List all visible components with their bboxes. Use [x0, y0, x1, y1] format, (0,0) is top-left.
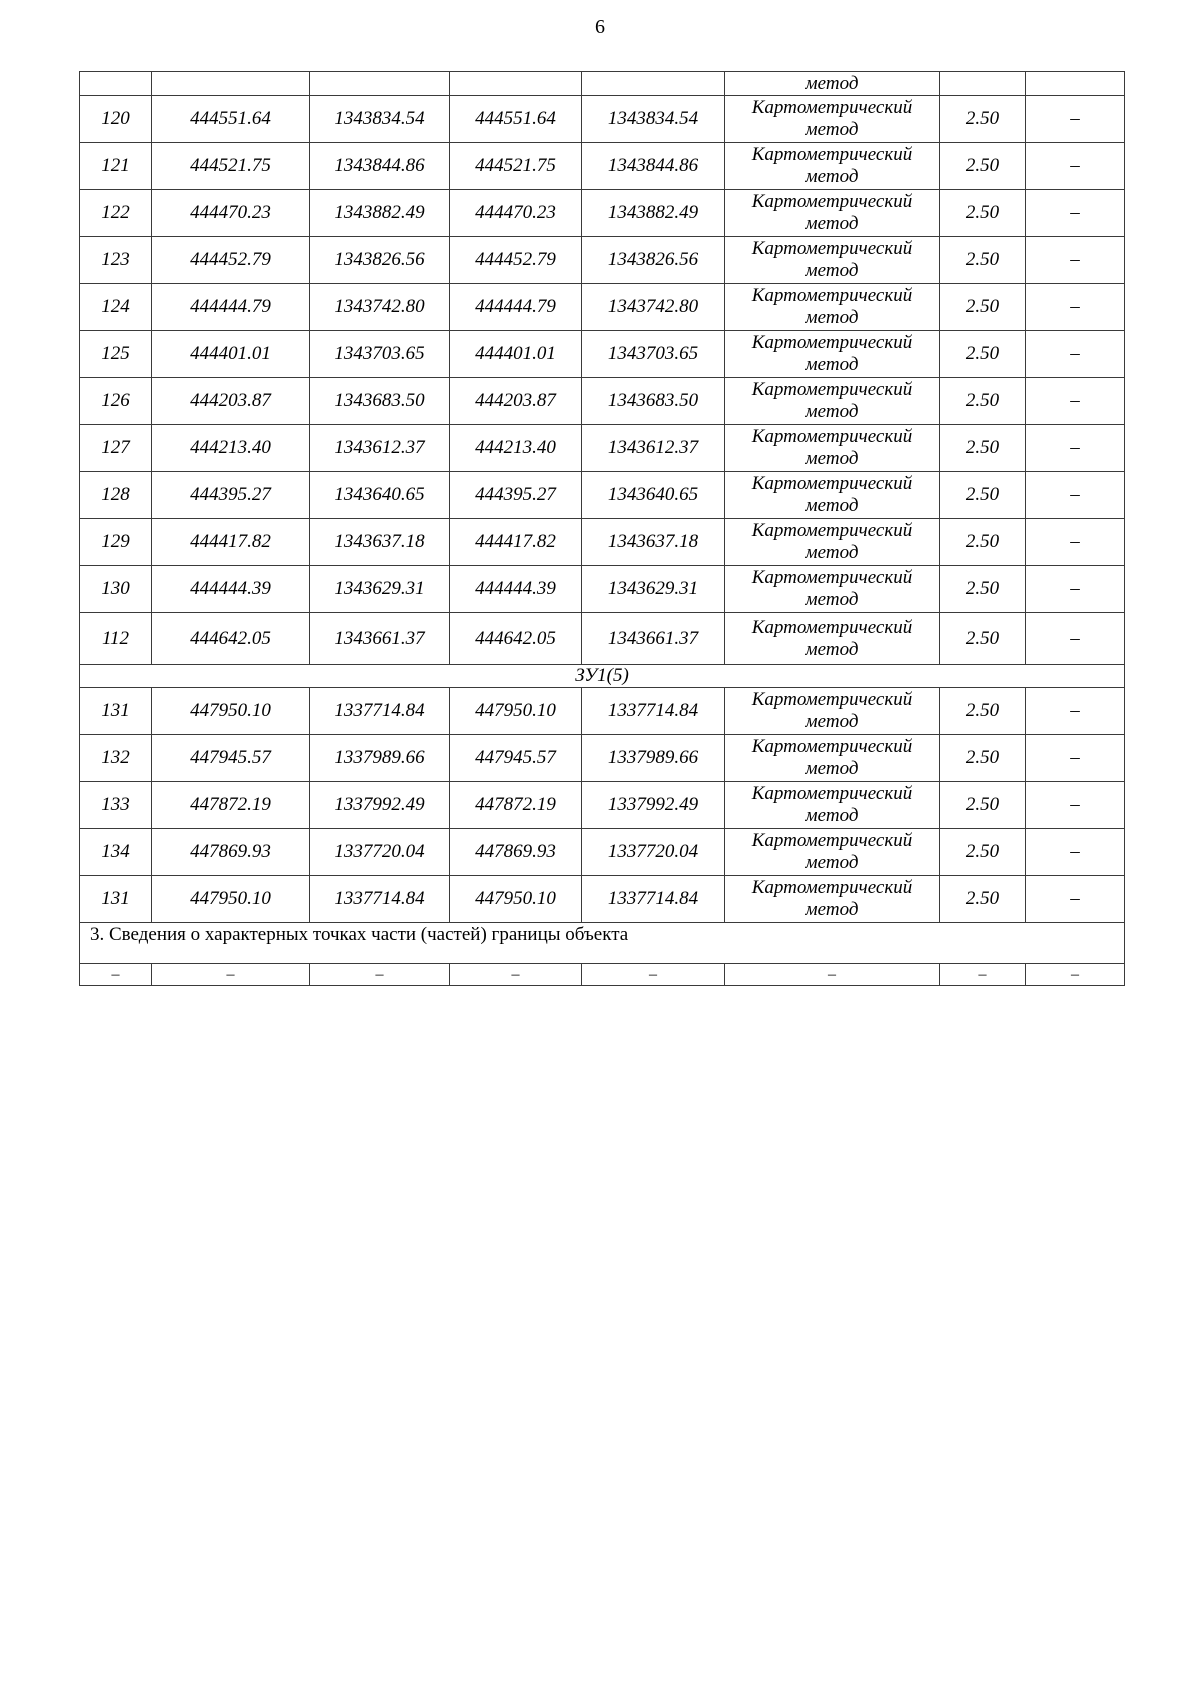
empty-parts-row [80, 964, 1125, 986]
x-existing-cell: 447945.57 [152, 735, 310, 782]
table-row [80, 143, 1125, 190]
method-cell [725, 425, 940, 472]
dash-cell: – [940, 964, 1026, 986]
method-cell [725, 190, 940, 237]
x-existing-cell: 444417.82 [152, 519, 310, 566]
accuracy-cell: 2.50 [940, 566, 1026, 613]
note-cell: – [1026, 237, 1125, 284]
accuracy-cell: 2.50 [940, 190, 1026, 237]
method-line-2: метод [805, 166, 859, 187]
y-new-cell: 1337992.49 [582, 782, 725, 829]
method-cell [725, 566, 940, 613]
method-cell [725, 613, 940, 665]
y-existing-cell: 1343629.31 [310, 566, 450, 613]
x-new-cell: 447950.10 [450, 688, 582, 735]
method-line-1: Картометрический [751, 616, 913, 638]
accuracy-cell: 2.50 [940, 829, 1026, 876]
y-existing-cell: 1343683.50 [310, 378, 450, 425]
y-new-cell: 1343661.37 [582, 613, 725, 665]
method-line-2: метод [805, 805, 859, 826]
table-row [80, 829, 1125, 876]
table-row [80, 425, 1125, 472]
note-cell: – [1026, 190, 1125, 237]
method-cell [725, 829, 940, 876]
y-new-cell: 1343640.65 [582, 472, 725, 519]
accuracy-cell: 2.50 [940, 782, 1026, 829]
method-line-1: Картометрический [751, 238, 913, 259]
dash-cell: – [152, 964, 310, 986]
point-number-cell: 130 [80, 566, 152, 613]
note-cell: – [1026, 519, 1125, 566]
boundary-points-table [79, 71, 1125, 986]
x-new-cell: 444203.87 [450, 378, 582, 425]
point-number-cell: 112 [80, 613, 152, 665]
table-row [80, 613, 1125, 665]
note-cell: – [1026, 96, 1125, 143]
method-line-1: Картометрический [751, 426, 913, 447]
y-existing-cell: 1343882.49 [310, 190, 450, 237]
x-new-cell: 444470.23 [450, 190, 582, 237]
method-line-2: метод [805, 260, 859, 281]
x-existing-cell: 444213.40 [152, 425, 310, 472]
y-existing-cell: 1337714.84 [310, 876, 450, 923]
dash-cell: – [450, 964, 582, 986]
accuracy-cell: 2.50 [940, 237, 1026, 284]
method-cell [725, 876, 940, 923]
method-cell [725, 143, 940, 190]
table-row [80, 378, 1125, 425]
table-row [80, 519, 1125, 566]
x-new-cell: 444642.05 [450, 613, 582, 665]
table-row [80, 331, 1125, 378]
table-row [80, 566, 1125, 613]
accuracy-cell: 2.50 [940, 735, 1026, 782]
method-cell [725, 331, 940, 378]
y-existing-cell: 1343661.37 [310, 613, 450, 665]
method-line-2: метод [805, 354, 859, 375]
method-line-1: Картометрический [751, 97, 913, 118]
method-line-2: метод [805, 307, 859, 328]
point-number-cell: 121 [80, 143, 152, 190]
y-existing-cell: 1343640.65 [310, 472, 450, 519]
x-new-cell: 447950.10 [450, 876, 582, 923]
method-line-2: метод [805, 711, 859, 732]
note-cell: – [1026, 425, 1125, 472]
y-new-cell: 1343742.80 [582, 284, 725, 331]
y-existing-cell: 1337714.84 [310, 688, 450, 735]
note-cell: – [1026, 566, 1125, 613]
point-number-cell: 122 [80, 190, 152, 237]
x-existing-cell: 444203.87 [152, 378, 310, 425]
x-existing-cell: 447869.93 [152, 829, 310, 876]
note-cell: – [1026, 782, 1125, 829]
x-existing-cell: 447950.10 [152, 876, 310, 923]
table-row [80, 688, 1125, 735]
x-new-cell: 444551.64 [450, 96, 582, 143]
accuracy-cell: 2.50 [940, 876, 1026, 923]
y-new-cell: 1337714.84 [582, 688, 725, 735]
point-number-cell: 133 [80, 782, 152, 829]
x-existing-cell: 444551.64 [152, 96, 310, 143]
y-new-cell: 1343826.56 [582, 237, 725, 284]
x-existing-cell: 444444.39 [152, 566, 310, 613]
continued-row [80, 72, 1125, 96]
x-existing-cell: 444444.79 [152, 284, 310, 331]
method-line-1: Картометрический [751, 689, 913, 710]
table-row [80, 284, 1125, 331]
accuracy-cell: 2.50 [940, 143, 1026, 190]
method-line-2: метод [805, 542, 859, 563]
method-line-1: Картометрический [751, 520, 913, 541]
y-existing-cell: 1343826.56 [310, 237, 450, 284]
table-row [80, 876, 1125, 923]
x-new-cell: 447872.19 [450, 782, 582, 829]
point-number-cell: 124 [80, 284, 152, 331]
table-row [80, 735, 1125, 782]
accuracy-cell: 2.50 [940, 284, 1026, 331]
y-new-cell: 1343629.31 [582, 566, 725, 613]
point-number-cell: 132 [80, 735, 152, 782]
x-existing-cell: 444401.01 [152, 331, 310, 378]
note-cell: – [1026, 829, 1125, 876]
y-existing-cell: 1337989.66 [310, 735, 450, 782]
method-line-2: метод [805, 852, 859, 873]
section-row [80, 665, 1125, 688]
note-cell: – [1026, 735, 1125, 782]
point-number-cell: 131 [80, 688, 152, 735]
table-row [80, 782, 1125, 829]
y-existing-cell: 1343612.37 [310, 425, 450, 472]
method-cell [725, 378, 940, 425]
page-number: 6 [595, 16, 605, 38]
y-new-cell: 1343637.18 [582, 519, 725, 566]
x-new-cell: 444401.01 [450, 331, 582, 378]
point-number-cell: 123 [80, 237, 152, 284]
method-line-1: Картометрический [751, 473, 913, 494]
accuracy-cell: 2.50 [940, 519, 1026, 566]
method-line-1: Картометрический [751, 379, 913, 400]
method-line-2: метод [805, 899, 859, 920]
note-cell: – [1026, 688, 1125, 735]
parts-heading-row [80, 923, 1125, 964]
table-row [80, 96, 1125, 143]
note-cell: – [1026, 876, 1125, 923]
note-cell: – [1026, 472, 1125, 519]
method-line-2: метод [805, 213, 859, 234]
note-cell: – [1026, 331, 1125, 378]
dash-cell: – [582, 964, 725, 986]
x-existing-cell: 444642.05 [152, 613, 310, 665]
method-line-1: Картометрический [751, 830, 913, 851]
x-new-cell: 444444.39 [450, 566, 582, 613]
method-cell [725, 688, 940, 735]
x-new-cell: 447869.93 [450, 829, 582, 876]
x-existing-cell: 447950.10 [152, 688, 310, 735]
method-line-2: метод [805, 638, 859, 660]
dash-cell: – [1026, 964, 1125, 986]
method-line-1: Картометрический [751, 567, 913, 588]
y-new-cell: 1337720.04 [582, 829, 725, 876]
method-line-1: Картометрический [751, 332, 913, 353]
accuracy-cell: 2.50 [940, 331, 1026, 378]
x-new-cell: 444417.82 [450, 519, 582, 566]
note-cell: – [1026, 143, 1125, 190]
y-existing-cell: 1337720.04 [310, 829, 450, 876]
x-new-cell: 444395.27 [450, 472, 582, 519]
parts-heading: 3. Сведения о характерных точках части (частей) границы объекта [80, 923, 1125, 964]
x-new-cell: 447945.57 [450, 735, 582, 782]
x-existing-cell: 444521.75 [152, 143, 310, 190]
y-existing-cell: 1343742.80 [310, 284, 450, 331]
method-line-2: метод [805, 495, 859, 516]
accuracy-cell: 2.50 [940, 613, 1026, 665]
x-existing-cell: 444470.23 [152, 190, 310, 237]
point-number-cell: 134 [80, 829, 152, 876]
dash-cell: – [725, 964, 940, 986]
method-line-2: метод [805, 758, 859, 779]
x-new-cell: 444452.79 [450, 237, 582, 284]
table-row [80, 237, 1125, 284]
y-existing-cell: 1343703.65 [310, 331, 450, 378]
method-line-1: Картометрический [751, 877, 913, 898]
accuracy-cell: 2.50 [940, 472, 1026, 519]
method-cell [725, 472, 940, 519]
y-existing-cell: 1337992.49 [310, 782, 450, 829]
y-new-cell: 1343703.65 [582, 331, 725, 378]
method-line-2: метод [805, 589, 859, 610]
method-cell [725, 237, 940, 284]
point-number-cell: 131 [80, 876, 152, 923]
y-existing-cell: 1343844.86 [310, 143, 450, 190]
method-line-1: Картометрический [751, 191, 913, 212]
continued-method-cell: метод [725, 72, 940, 96]
y-existing-cell: 1343637.18 [310, 519, 450, 566]
note-cell: – [1026, 378, 1125, 425]
note-cell: – [1026, 613, 1125, 665]
method-cell [725, 96, 940, 143]
accuracy-cell: 2.50 [940, 425, 1026, 472]
point-number-cell: 125 [80, 331, 152, 378]
y-new-cell: 1343612.37 [582, 425, 725, 472]
point-number-cell: 129 [80, 519, 152, 566]
section-title: ЗУ1(5) [80, 665, 1125, 688]
method-cell [725, 519, 940, 566]
y-new-cell: 1337989.66 [582, 735, 725, 782]
y-new-cell: 1343844.86 [582, 143, 725, 190]
point-number-cell: 127 [80, 425, 152, 472]
note-cell: – [1026, 284, 1125, 331]
x-existing-cell: 444452.79 [152, 237, 310, 284]
method-line-2: метод [805, 448, 859, 469]
method-line-1: Картометрический [751, 285, 913, 306]
point-number-cell: 128 [80, 472, 152, 519]
accuracy-cell: 2.50 [940, 378, 1026, 425]
accuracy-cell: 2.50 [940, 688, 1026, 735]
x-new-cell: 444521.75 [450, 143, 582, 190]
point-number-cell: 126 [80, 378, 152, 425]
method-cell [725, 735, 940, 782]
method-line-2: метод [805, 119, 859, 140]
x-existing-cell: 444395.27 [152, 472, 310, 519]
method-line-1: Картометрический [751, 783, 913, 804]
x-existing-cell: 447872.19 [152, 782, 310, 829]
table-row [80, 472, 1125, 519]
y-existing-cell: 1343834.54 [310, 96, 450, 143]
y-new-cell: 1337714.84 [582, 876, 725, 923]
method-line-1: Картометрический [751, 736, 913, 757]
x-new-cell: 444444.79 [450, 284, 582, 331]
x-new-cell: 444213.40 [450, 425, 582, 472]
method-line-1: Картометрический [751, 144, 913, 165]
y-new-cell: 1343882.49 [582, 190, 725, 237]
y-new-cell: 1343834.54 [582, 96, 725, 143]
dash-cell: – [80, 964, 152, 986]
method-cell [725, 782, 940, 829]
method-cell [725, 284, 940, 331]
point-number-cell: 120 [80, 96, 152, 143]
y-new-cell: 1343683.50 [582, 378, 725, 425]
table-row [80, 190, 1125, 237]
method-line-2: метод [805, 401, 859, 422]
dash-cell: – [310, 964, 450, 986]
accuracy-cell: 2.50 [940, 96, 1026, 143]
